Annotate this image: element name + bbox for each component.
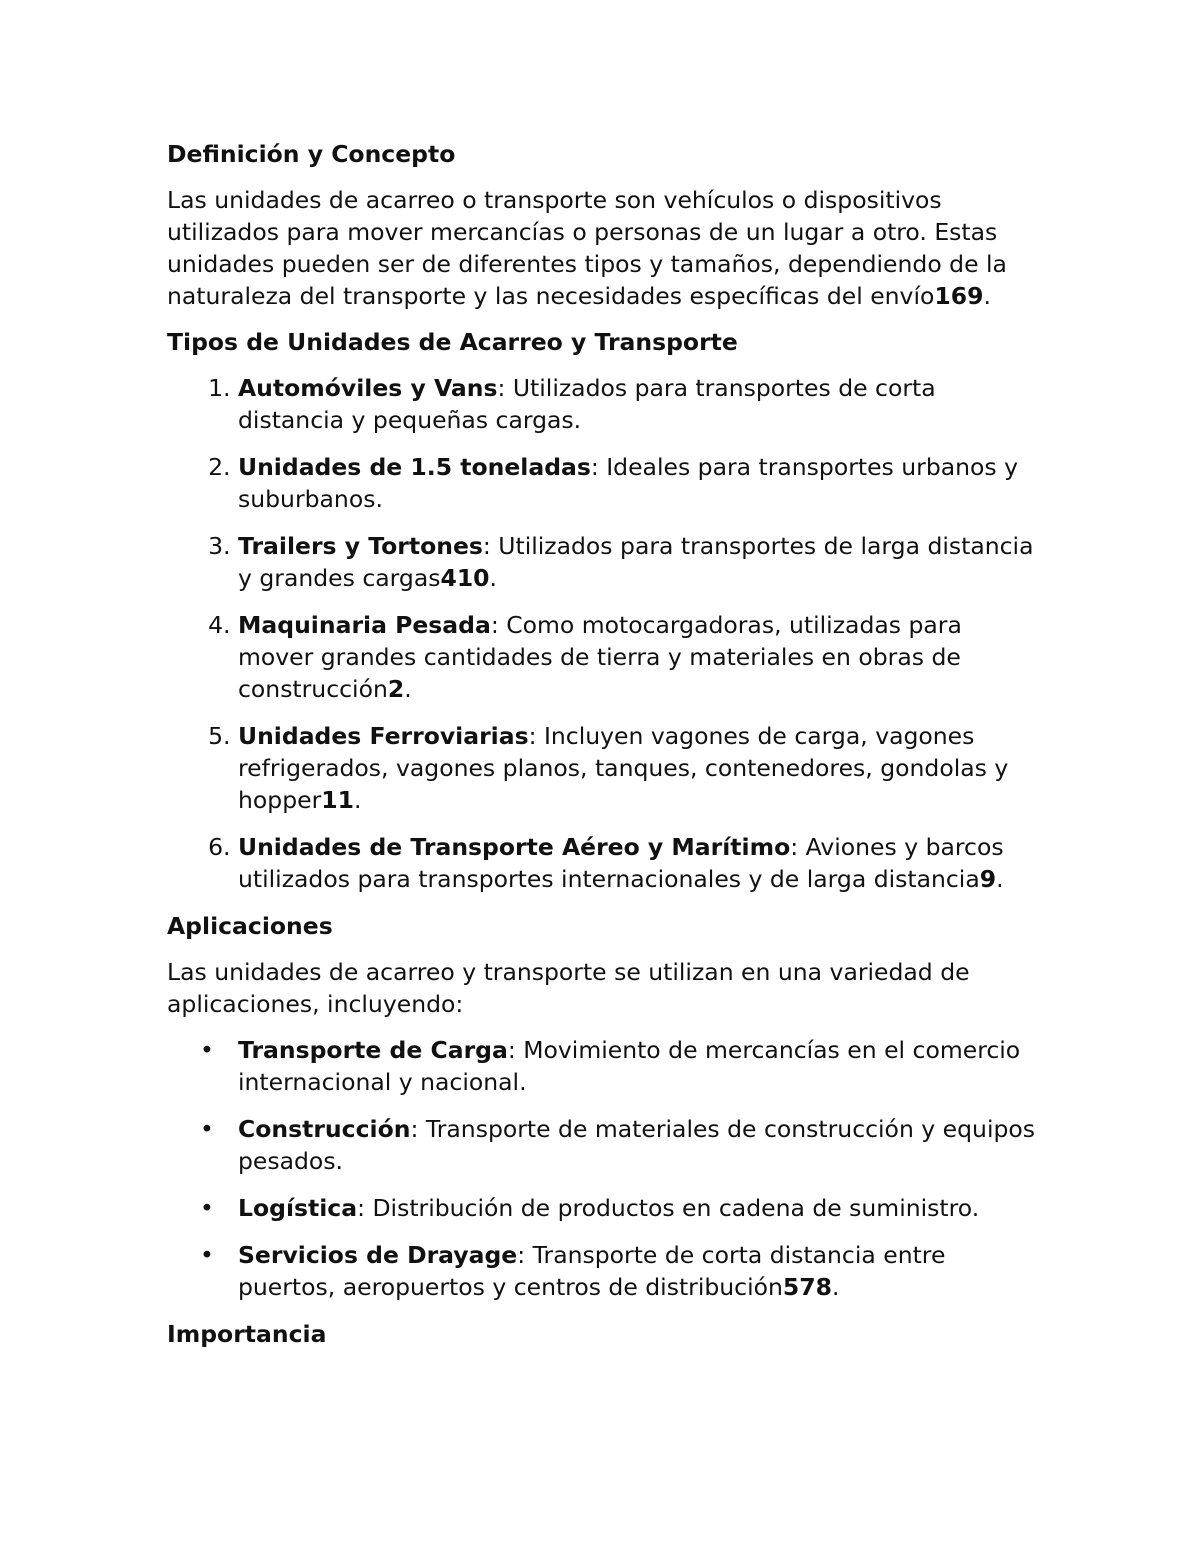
list-item-text: : Transporte de materiales de construcción y equipos pesados. [238, 1115, 1036, 1175]
list-item-term: Servicios de Drayage [238, 1241, 518, 1269]
list-item-end: . [353, 786, 362, 814]
list-item-end: . [404, 675, 412, 703]
list-item-term: Unidades de Transporte Aéreo y Marítimo [238, 833, 791, 861]
list-item-text: : Movimiento de mercancías en el comercio internacional y nacional. [238, 1036, 1021, 1096]
list-item [238, 372, 1040, 436]
reference-number: 11 [321, 786, 354, 814]
paragraph-definicion [167, 184, 1040, 312]
list-item [238, 831, 1040, 895]
heading-tipos: Tipos de Unidades de Acarreo y Transporte [167, 328, 738, 356]
heading-aplicaciones: Aplicaciones [167, 912, 333, 940]
list-item-term: Maquinaria Pesada [238, 611, 491, 639]
paragraph-definicion-text: Las unidades de acarreo o transporte son vehículos o dispositivos utilizados para mover mercancías o personas de un lugar a otro. Estas unidades pueden ser de diferentes tipos y tamaños, dependiendo de la naturaleza del transporte y las necesidades específicas del envío [167, 186, 1007, 310]
list-item-term: Trailers y Tortones [238, 532, 483, 560]
bullet-icon: • [200, 1241, 214, 1269]
reference-number: 578 [782, 1273, 832, 1301]
list-item-text: : Como motocargadoras, utilizadas para mover grandes cantidades de tierra y materiales en obras de construcción [238, 611, 962, 703]
list-item-end: . [996, 865, 1004, 893]
list-item-text: : Distribución de productos en cadena de suministro. [357, 1194, 980, 1222]
list-item [238, 720, 1040, 816]
list-item-term: Unidades Ferroviarias [238, 722, 529, 750]
paragraph-aplicaciones: Las unidades de acarreo y transporte se utilizan en una variedad de aplicaciones, incluyendo: [167, 958, 970, 1018]
list-item-end: . [489, 564, 498, 592]
list-item [238, 609, 1040, 705]
list-item-text: : Incluyen vagones de carga, vagones refrigerados, vagones planos, tanques, contenedores, gondolas y hopper [238, 722, 1009, 814]
list-item-term: Logística [238, 1194, 358, 1222]
list-item-term: Automóviles y Vans [238, 374, 498, 402]
bullet-icon: • [200, 1194, 214, 1222]
list-item [200, 1192, 1040, 1224]
list-item-term: Construcción [238, 1115, 411, 1143]
list-item-text: : Utilizados para transportes de larga distancia y grandes cargas [238, 532, 1034, 592]
tipos-list [167, 372, 1040, 895]
list-item [238, 530, 1040, 594]
list-item-text: : Utilizados para transportes de corta distancia y pequeñas cargas. [238, 374, 936, 434]
heading-importancia: Importancia [167, 1320, 327, 1348]
reference-number: 9 [979, 865, 997, 893]
aplicaciones-list [167, 1034, 1040, 1303]
list-item-text: : Aviones y barcos utilizados para transportes internacionales y de larga distancia [238, 833, 1004, 893]
reference-number: 169 [934, 282, 984, 310]
list-item-term: Unidades de 1.5 toneladas [238, 453, 591, 481]
reference-number: 410 [440, 564, 490, 592]
list-item-text: : Transporte de corta distancia entre puertos, aeropuertos y centros de distribución [238, 1241, 946, 1301]
list-item [238, 451, 1040, 515]
list-item [200, 1113, 1040, 1177]
heading-definicion: Definición y Concepto [167, 140, 456, 168]
list-item [200, 1034, 1040, 1098]
list-item-end: . [831, 1273, 840, 1301]
list-item-term: Transporte de Carga [238, 1036, 508, 1064]
list-item [200, 1239, 1040, 1303]
reference-number: 2 [387, 675, 405, 703]
bullet-icon: • [200, 1115, 214, 1143]
paragraph-end: . [983, 282, 991, 310]
list-item-text: : Ideales para transportes urbanos y suburbanos. [238, 453, 1019, 513]
bullet-icon: • [200, 1036, 214, 1064]
